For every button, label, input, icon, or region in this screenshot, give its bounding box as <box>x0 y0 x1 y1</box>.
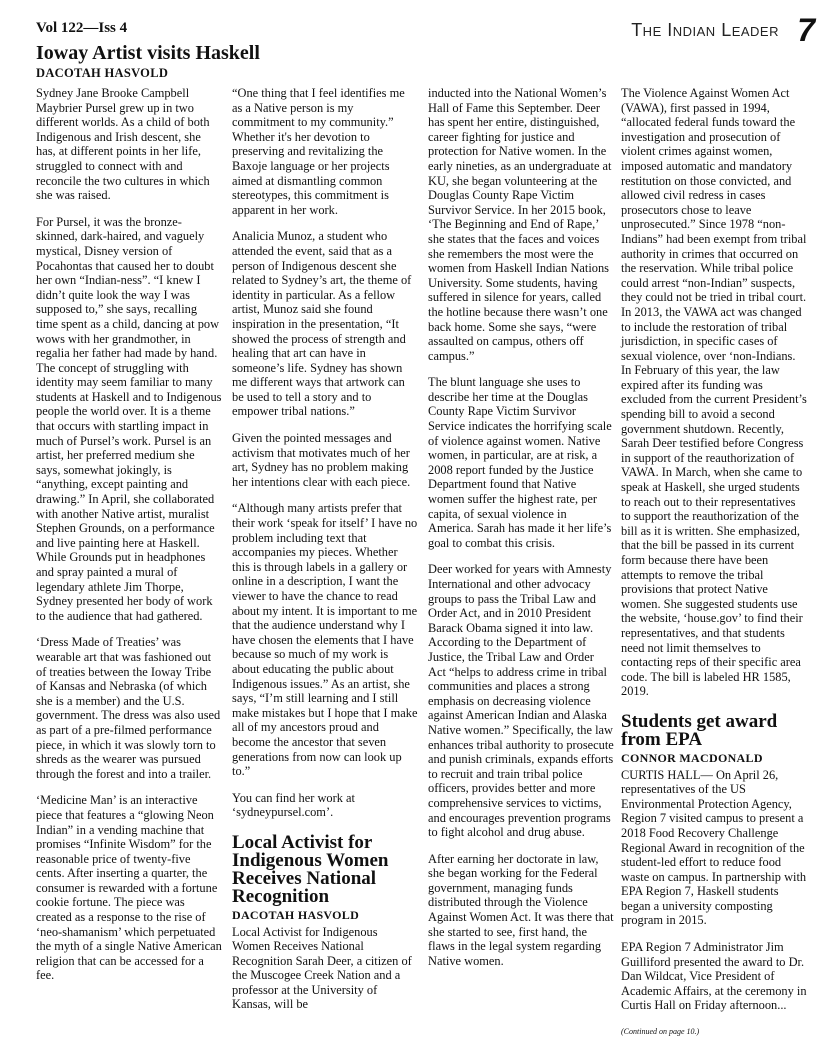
paragraph: Analicia Munoz, a student who attended the event, said that as a person of Indigenous descent she related to Sydney’s art, the theme of identity in particular. As a fellow artist, Munoz said she found inspiration in the presentation, “It showed the process of strength and healing that art can have in someone’s life. Sydney has shown me different ways that artwork can be used to tell a story and to empower tribal nations.” <box>232 229 412 419</box>
paragraph: Local Activist for Indigenous Women Receives National Recognition Sarah Deer, a citizen of the Muscogee Creek Nation and a professor at the University of Kansas, will be <box>232 924 412 1012</box>
paragraph: ‘Medicine Man’ is an interactive piece that features a “glowing Neon Indian” in a vending machine that promises “Infinite Wisdom” for the reasonable price of twenty-five cents. After inserting a quarter, the consumer is rewarded with a fortune cookie fortune. The piece was created as a response to the rise of ‘neo-shamanism’ which perpetuated the myth of a single Native American religion that can be accessed for a fee. <box>36 793 222 983</box>
paragraph: After earning her doctorate in law, she began working for the Federal government, managing funds distributed through the Violence Against Women Act. It was there that she started to see, first hand, the flaws in the legal system regarding Native women. <box>428 851 614 968</box>
issue-number: Vol 122—Iss 4 <box>36 20 128 36</box>
page-number: 7 <box>797 12 815 48</box>
paper-name: The Indian Leader <box>631 20 779 40</box>
paragraph: The blunt language she uses to describe her time at the Douglas County Rape Victim Survivor Service indicates the horrifying scale of violence against women. Native women, in particular, are at risk, a 2008 report funded by the Justice Department found that Native women suffer the highest rate, per capita, of sexual violence in America. Sarah has made it her life’s goal to combat this crisis. <box>428 375 612 550</box>
paragraph: CURTIS HALL— On April 26, representatives of the US Environmental Protection Agency, Region 7 visited campus to present a 2018 Food Recovery Challenge Regional Award in recognition of the student-led effort to reduce food waste on campus. In partnership with EPA Region 7, Haskell students began a university composting program in 2015. <box>621 767 807 928</box>
paragraph: ‘Dress Made of Treaties’ was wearable art that was fashioned out of treaties between the Ioway Tribe of Kansas and Nebraska (of which she is a member) and the U.S. government. The dress was also used as part of a pre-filmed performance piece, in which it was slowly torn to shreds as the wearer was pursued through the forest and into a trailer. <box>36 635 221 781</box>
article-headline-ioway-artist: Ioway Artist visits Haskell <box>36 42 260 64</box>
column-3 <box>428 86 614 980</box>
paragraph: The Violence Against Women Act (VAWA), first passed in 1994, “allocated federal funds toward the investigation and prosecution of violent crimes against women, imposed automatic and mandatory restitution on those convicted, and allowed civil redress in cases prosecutors chose to leave unprosecuted.” Since 1978 “non-Indians” had been exempt from tribal authority in crimes that occurred on the reservation. While tribal police could arrest “non-Indian” suspects, they could not be tried in tribal court. In 2013, the VAWA act was changed to include the restoration of tribal jurisdiction, in specific cases of sexual violence, over ‘non-Indians. In February of this year, the law expired after its funding was excluded from the current President’s spending bill to avoid a second government shutdown. Recently, Sarah Deer testified before Congress in support of the reauthorization of VAWA. In March, when she came to speak at Haskell, she urged students to reach out to their representatives to support the reauthorization of the bill as it is written. She emphasized, that the bill be passed in its current form because there have been attempts to remove the tribal provisions that protect Native women. She suggested students use the website, ‘house.gov’ to find their representatives, and that students need not limit themselves to contacting reps of their specific area code. The bill is labeled HR 1585, 2019. <box>621 86 807 699</box>
column-2 <box>232 86 418 1024</box>
article-headline-activist: Local Activist for Indigenous Women Receives National Recognition <box>232 831 389 907</box>
paragraph: For Pursel, it was the bronze-skinned, dark-haired, and vaguely mystical, Disney version of Pocahontas that caused her to doubt her own “Indian-ness”. “I knew I didn’t quite look the way I was supposed to,” she says, recalling time spent as a child, dancing at pow wows with her grandmother, in regalia her father had made by hand. The concept of struggling with identity may seem familiar to many students at Haskell and to Indigenous people the world over. It is a theme that occurs with startling impact in much of Pursel’s work. Pursel is an artist, her preferred medium she says, somewhat jokingly, is “anything, except painting and drawing.” In April, she collaborated with another Native artist, muralist Stephen Grounds, on a performance and live painting here at Haskell. While Grounds put in headphones and spray painted a mural of legendary athlete Jim Thorpe, Sydney presented her body of work to the audience that had gathered. <box>36 214 222 623</box>
paragraph: EPA Region 7 Administrator Jim Guilliford presented the award to Dr. Dan Wildcat, Vice President of Academic Affairs, at the ceremony in Curtis Hall on Friday afternoon... <box>621 940 807 1013</box>
paragraph: inducted into the National Women’s Hall of Fame this September. Deer has spent her entire, distinguished, career fighting for justice and protection for Native women. In the early nineties, as an undergraduate at KU, she began volunteering at the Douglas County Rape Victim Survivor Service. In her 2015 book, ‘The Beginning and End of Rape,’ she states that the faces and voices she remembers the most were the women from Haskell Indian Nations University. Some students, having suffered in silence for years, called the hotline because there wasn’t one back home. Some she says, “were assaulted on campus, others off campus.” <box>428 86 612 363</box>
article-headline-epa-award: Students get award from EPA <box>621 710 778 750</box>
article-byline: DACOTAH HASVOLD <box>232 907 360 922</box>
paragraph: “One thing that I feel identifies me as a Native person is my commitment to my community.” Whether it's her devotion to preserving and revitalizing the Baxoje language or her projects aimed at dismantling common stereotypes, this commitment is apparent in her work. <box>232 86 405 217</box>
paragraph: Given the pointed messages and activism that motivates much of her art, Sydney has no problem making her intentions clear with each piece. <box>232 431 411 489</box>
continued-note: (Continued on page 10.) <box>621 1027 700 1037</box>
paragraph: “Although many artists prefer that their work ‘speak for itself’ I have no problem including text that accompanies my pieces. Whether this is through labels in a gallery or online in a description, I want the viewer to have the chance to read about my intent. It is important to me that the audience understand why I have chosen the elements that I have because so much of my work is about educating the public about Indigenous issues.” As an artist, she says, “I’m still learning and I still make mistakes but I hope that I make all of my ancestors proud and become the ancestor that seven generations from now can look up to.” <box>232 501 418 779</box>
article-byline: DACOTAH HASVOLD <box>36 66 169 80</box>
paragraph: Deer worked for years with Amnesty International and other advocacy groups to pass the Tribal Law and Order Act, and in 2010 President Barack Obama signed it into law. According to the Department of Justice, the Tribal Law and Order Act “helps to address crime in tribal communities and places a strong emphasis on decreasing violence against American Indian and Alaska Native women.” Specifically, the law enhances tribal authority to prosecute and punish criminals, expands efforts to recruit and train tribal police officers, provides better and more comprehensive services to victims, and encourages prevention programs to fight alcohol and drug abuse. <box>428 562 614 840</box>
column-1 <box>36 86 222 995</box>
column-4 <box>621 86 807 1040</box>
article-byline: CONNOR MACDONALD <box>621 750 763 765</box>
paragraph: You can find her work at ‘sydneypursel.com’. <box>232 790 355 820</box>
paragraph: Sydney Jane Brooke Campbell Maybrier Pursel grew up in two different worlds. As a child of both Indigenous and Irish descent, she has, at different points in her life, struggled to connect with and reconcile the two cultures in which she was raised. <box>36 86 210 203</box>
